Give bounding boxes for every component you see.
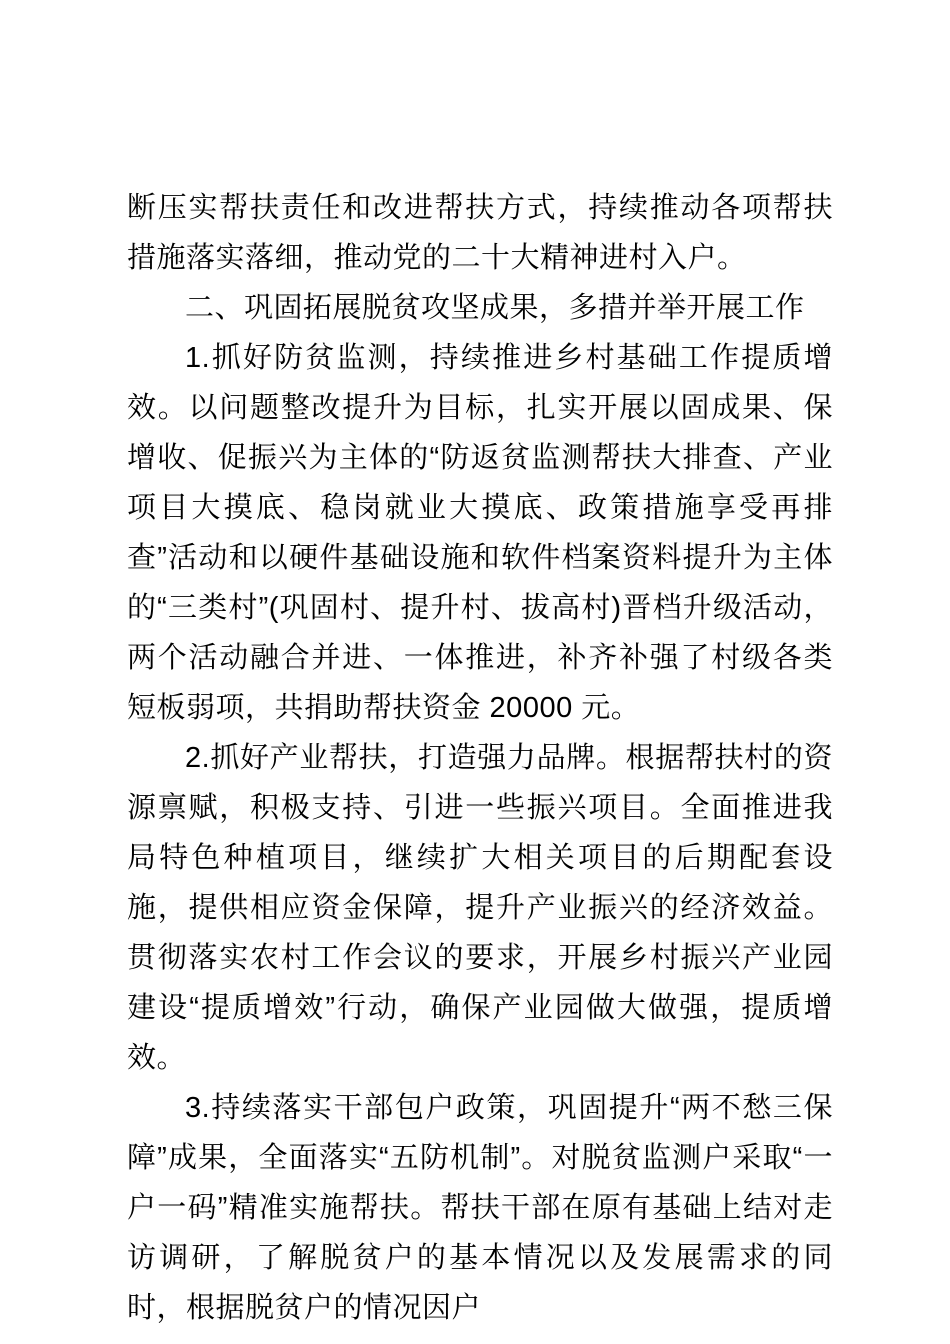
section-heading: 二、巩固拓展脱贫攻坚成果，多措并举开展工作 [185, 292, 805, 324]
paragraph-point-2: 2.抓好产业帮扶，打造强力品牌。根据帮扶村的资源禀赋，积极支持、引进一些振兴项目。全面推进我局特色种植项目，继续扩大相关项目的后期配套设施，提供相应资金保障，提升产业振兴的经济效益。贯彻落实农村工作会议的要求，开展乡村振兴产业园建设“提质增效”行动，确保产业园做大做强，提质增效。 [127, 742, 833, 1074]
paragraph-continuation: 断压实帮扶责任和改进帮扶方式，持续推动各项帮扶措施落实落细，推动党的二十大精神进村入户。 [127, 192, 833, 274]
paragraph-point-3: 3.持续落实干部包户政策，巩固提升“两不愁三保障”成果，全面落实“五防机制”。对脱贫监测户采取“一户一码”精准实施帮扶。帮扶干部在原有基础上结对走访调研，了解脱贫户的基本情况以及发展需求的同时，根据脱贫户的情况因户 [127, 1092, 833, 1324]
paragraph-point-1: 1.抓好防贫监测，持续推进乡村基础工作提质增效。以问题整改提升为目标，扎实开展以固成果、保增收、促振兴为主体的“防返贫监测帮扶大排查、产业项目大摸底、稳岗就业大摸底、政策措施享受再排查”活动和以硬件基础设施和软件档案资料提升为主体的“三类村”(巩固村、提升村、拔高村)晋档升级活动，两个活动融合并进、一体推进，补齐补强了村级各类短板弱项，共捐助帮扶资金 20000 元。 [127, 342, 833, 724]
document-text-block [127, 183, 833, 1333]
